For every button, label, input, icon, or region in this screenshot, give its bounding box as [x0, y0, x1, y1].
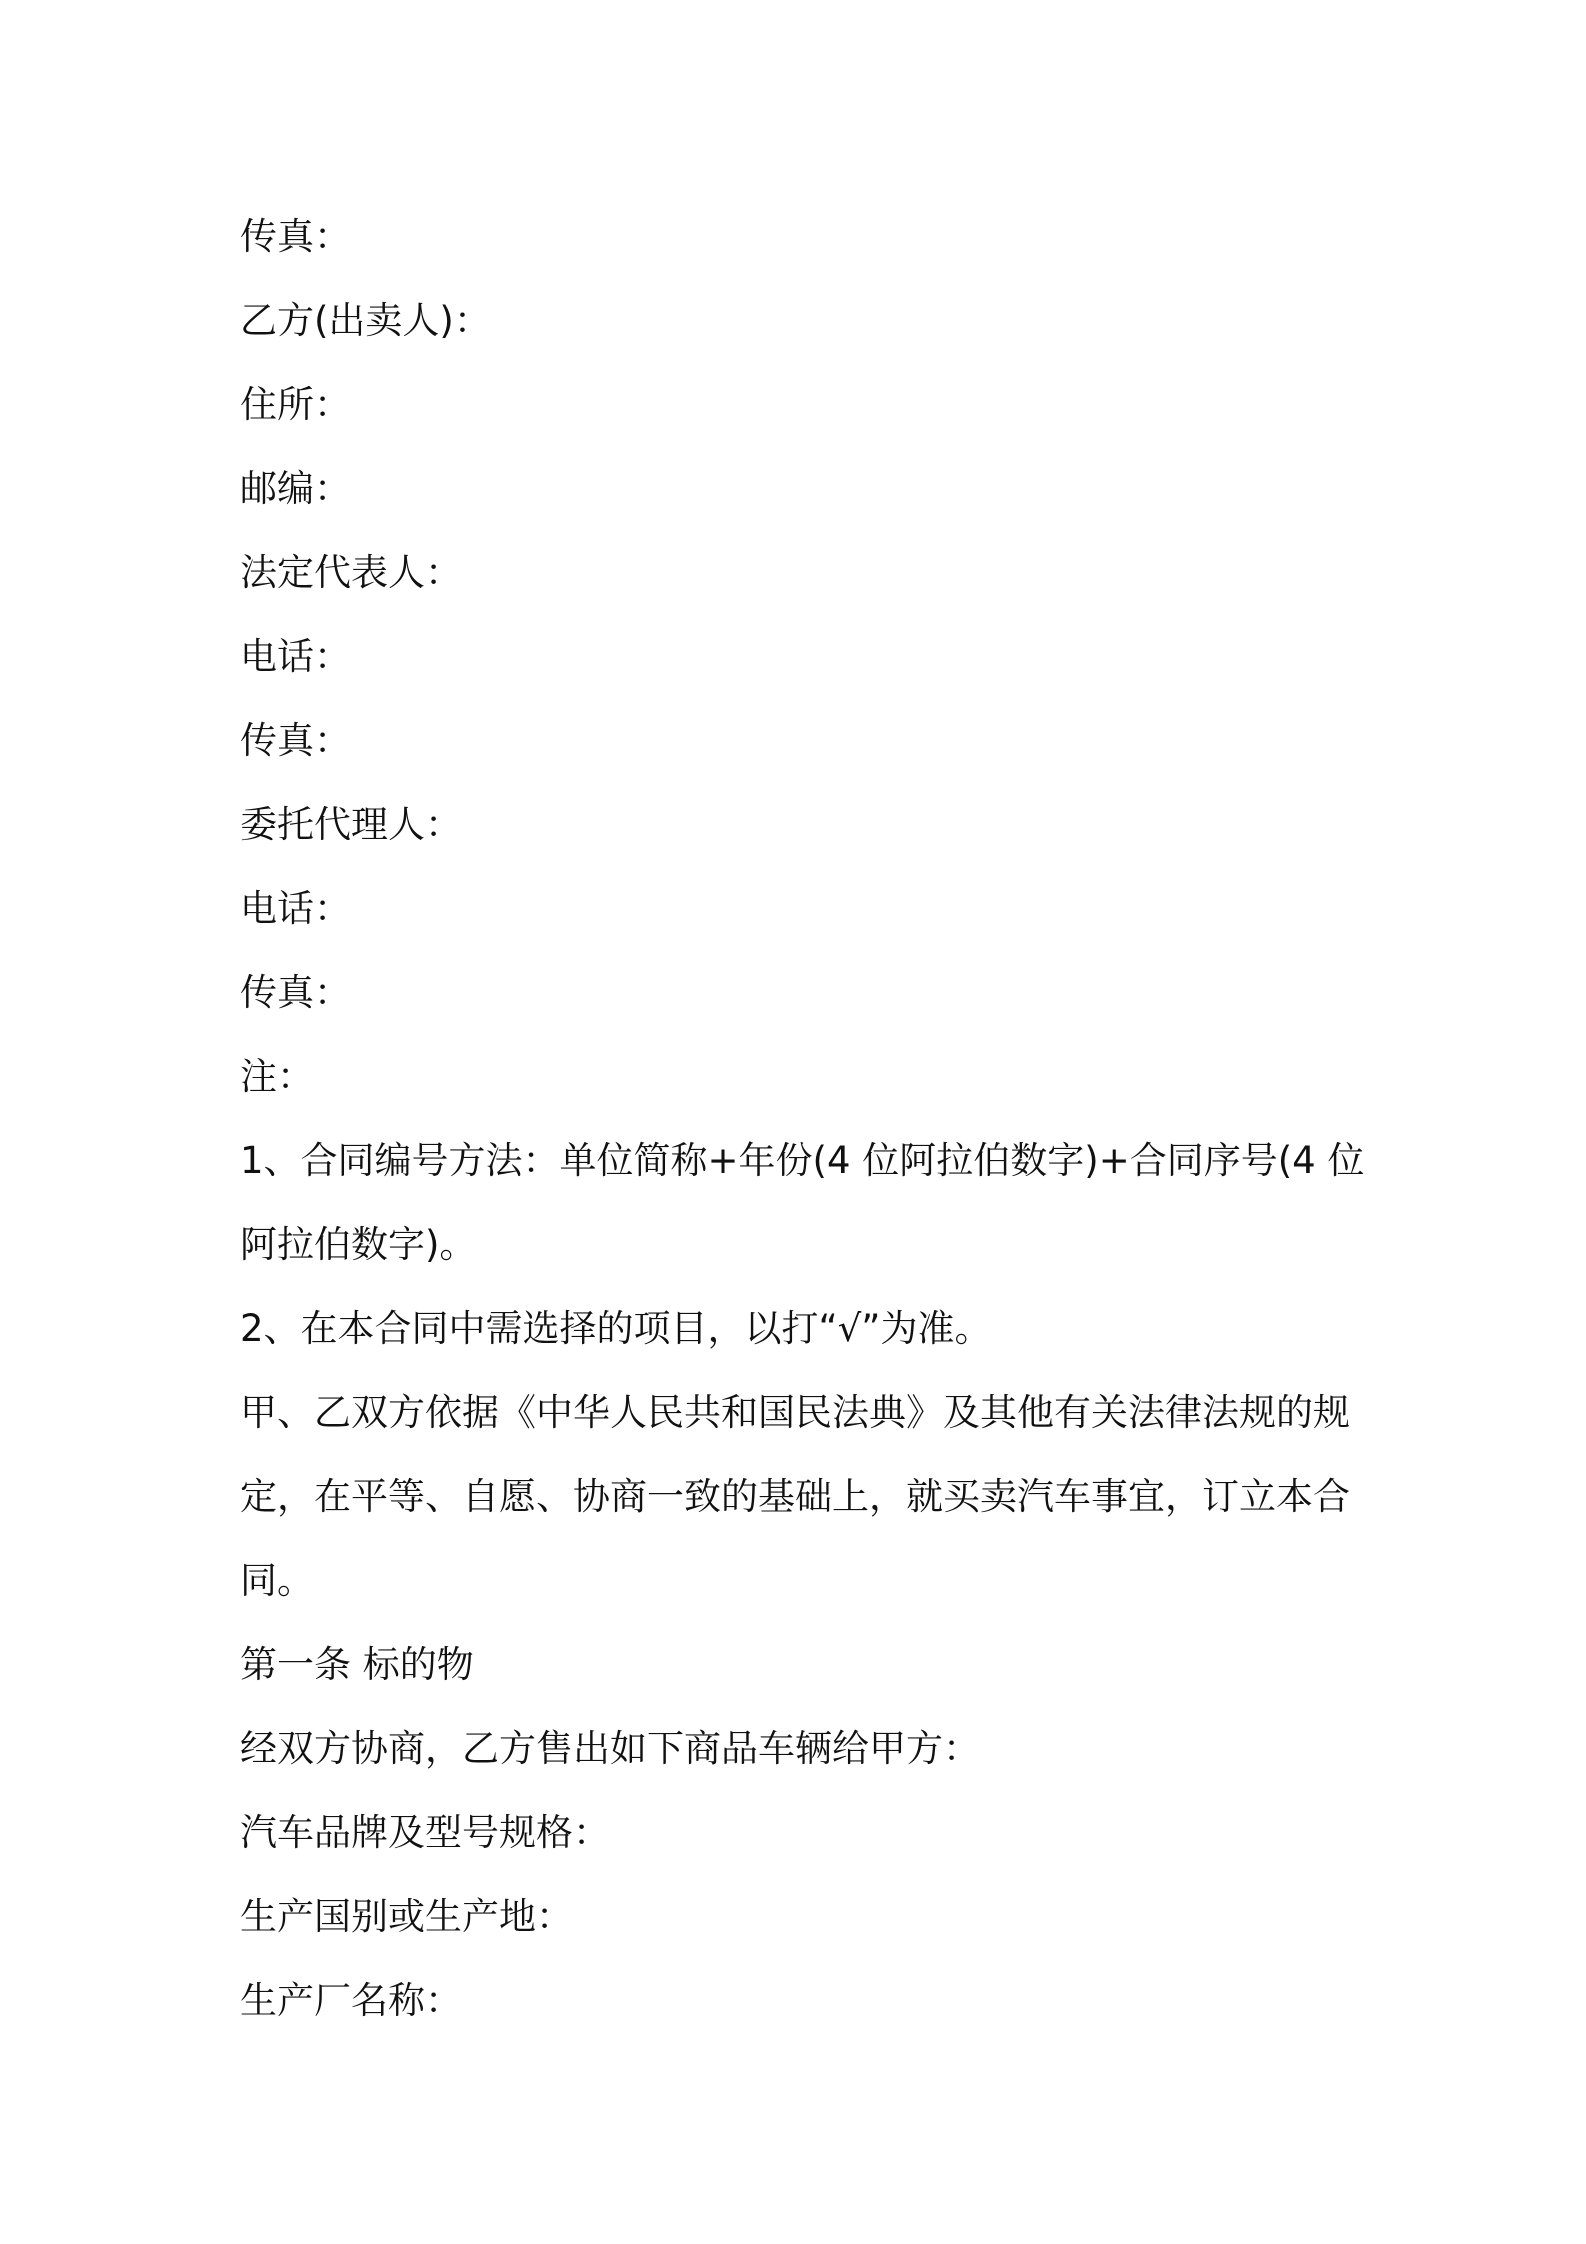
country-of-origin-label: 生产国别或生产地： [240, 1895, 573, 1938]
note-heading: 注： [240, 1055, 314, 1098]
note-item-2: 2、在本合同中需选择的项目，以打“√”为准。 [240, 1307, 992, 1350]
address-label: 住所： [240, 383, 351, 426]
preamble-line-1: 甲、乙双方依据《中华人民共和国民法典》及其他有关法律法规的规 [240, 1391, 1350, 1434]
manufacturer-name-label: 生产厂名称： [240, 1979, 462, 2022]
preamble-line-3: 同。 [240, 1559, 314, 1602]
article-1-intro: 经双方协商，乙方售出如下商品车辆给甲方： [240, 1727, 980, 1770]
preamble-line-2: 定，在平等、自愿、协商一致的基础上，就买卖汽车事宜，订立本合 [240, 1475, 1350, 1518]
party-b-seller-label: 乙方(出卖人)： [240, 299, 491, 342]
fax-label-b: 传真： [240, 719, 351, 762]
postcode-label: 邮编： [240, 467, 351, 510]
vehicle-brand-model-label: 汽车品牌及型号规格： [240, 1811, 610, 1854]
agent-phone-label: 电话： [240, 887, 351, 930]
fax-label-a: 传真： [240, 215, 351, 258]
document-body [240, 195, 1365, 2043]
note-item-1-line-2: 阿拉伯数字)。 [240, 1223, 477, 1266]
phone-label-b: 电话： [240, 635, 351, 678]
agent-fax-label: 传真： [240, 971, 351, 1014]
note-item-1-line-1: 1、合同编号方法：单位简称+年份(4 位阿拉伯数字)+合同序号(4 位 [240, 1139, 1365, 1182]
authorized-agent-label: 委托代理人： [240, 803, 462, 846]
legal-representative-label: 法定代表人： [240, 551, 462, 594]
article-1-heading: 第一条 标的物 [240, 1643, 474, 1686]
